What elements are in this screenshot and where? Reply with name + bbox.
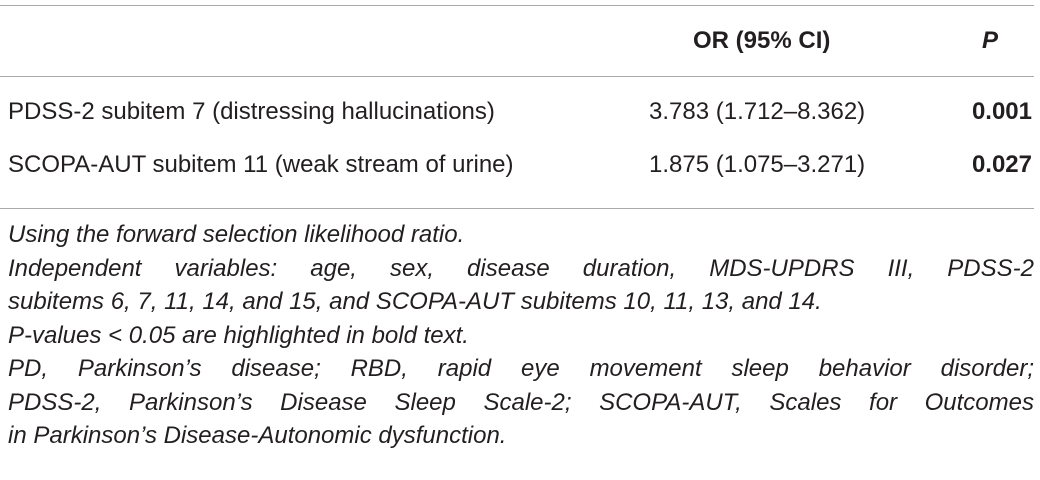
footnote-method: Using the forward selection likelihood ratio. bbox=[8, 221, 465, 248]
footnote-bold-explanation: P-values < 0.05 are highlighted in bold text. bbox=[8, 321, 469, 349]
footnote-abbreviations-line-1: PD, Parkinson’s disease; RBD, rapid eye movement sleep behavior disorder; bbox=[8, 355, 1034, 382]
row-1-label: PDSS-2 subitem 7 (distressing hallucinations) bbox=[8, 98, 495, 125]
row-1-or-ci: 3.783 (1.712–8.362) bbox=[649, 98, 866, 125]
header-p-value: P bbox=[982, 27, 999, 54]
table-top-rule bbox=[0, 5, 1034, 6]
header-or-ci: OR (95% CI) bbox=[693, 27, 831, 54]
footnote-variables-line-1: Independent variables: age, sex, disease duration, MDS-UPDRS III, PDSS-2 bbox=[8, 254, 1034, 282]
footnote-abbreviations-line-3: in Parkinson’s Disease-Autonomic dysfunction. bbox=[8, 422, 507, 449]
row-2-p-value: 0.027 bbox=[971, 151, 1032, 178]
table-bottom-rule bbox=[0, 208, 1034, 209]
footnote-abbreviations-line-2: PDSS-2, Parkinson’s Disease Sleep Scale-2; SCOPA-AUT, Scales for Outcomes bbox=[8, 388, 1034, 416]
footnote-variables-line-2: subitems 6, 7, 11, 14, and 15, and SCOPA-AUT subitems 10, 11, 13, and 14. bbox=[8, 288, 822, 315]
row-2-label: SCOPA-AUT subitem 11 (weak stream of urine) bbox=[8, 151, 514, 178]
row-1-p-value: 0.001 bbox=[971, 98, 1032, 125]
table-header-rule bbox=[0, 76, 1034, 77]
row-2-or-ci: 1.875 (1.075–3.271) bbox=[649, 151, 866, 178]
table-footnotes bbox=[8, 218, 1034, 453]
